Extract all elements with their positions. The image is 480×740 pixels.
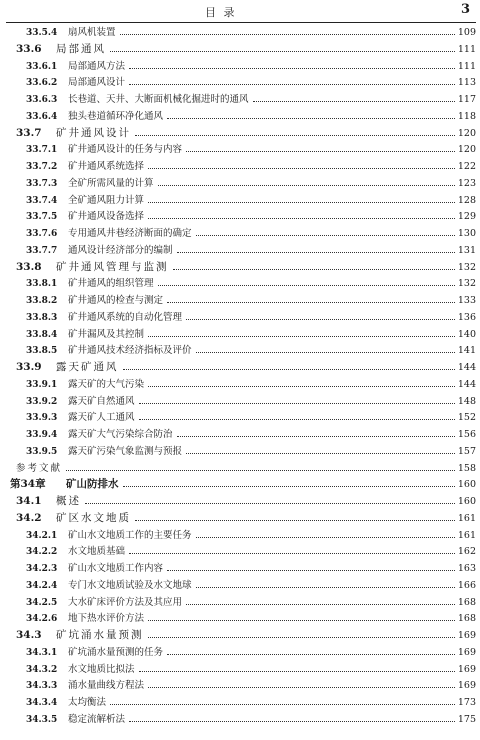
toc-entry-number: 33.5.4 xyxy=(26,28,58,38)
toc-entry-title: 露天矿大气污染综合防治 xyxy=(68,429,173,440)
toc-entry-page: 120 xyxy=(457,144,476,156)
toc-entry-title: 大水矿床评价方法及其应用 xyxy=(68,596,183,608)
toc-entry[interactable] xyxy=(26,158,476,176)
toc-entry-title: 矿井通风技术经济指标及评价 xyxy=(68,345,192,357)
toc-entry[interactable] xyxy=(26,677,476,695)
toc-entry-number: 34.2.6 xyxy=(26,614,58,625)
toc-entry-page: 152 xyxy=(457,412,476,424)
toc-entry-page: 161 xyxy=(457,512,476,524)
toc-entry-title: 矿井漏风及其控制 xyxy=(68,328,145,340)
toc-entry-page: 132 xyxy=(457,278,476,290)
toc-entry-title: 矿坑涌水量预测的任务 xyxy=(68,646,164,658)
toc-entry[interactable] xyxy=(26,175,476,193)
toc-entry[interactable] xyxy=(16,41,476,59)
toc-entry[interactable] xyxy=(26,443,476,461)
toc-entry[interactable] xyxy=(26,393,476,411)
dot-leader xyxy=(85,503,455,504)
toc-entry-number: 33.7.4 xyxy=(26,195,58,206)
toc-entry[interactable] xyxy=(26,610,476,628)
toc-entry[interactable] xyxy=(16,125,476,143)
toc-entry-title: 概述 xyxy=(56,495,81,507)
toc-entry-title: 矿井通风设备选择 xyxy=(68,211,145,223)
dot-leader xyxy=(129,721,455,722)
toc-entry-number: 34.2.3 xyxy=(26,564,58,574)
toc-entry[interactable] xyxy=(26,192,476,210)
toc-entry[interactable] xyxy=(16,493,476,511)
toc-entry-number: 33.9.4 xyxy=(26,430,58,440)
toc-entry[interactable] xyxy=(16,259,476,277)
dot-leader xyxy=(167,654,455,655)
toc-entry-title: 参考文献 xyxy=(16,462,63,474)
header-rule xyxy=(6,22,476,23)
toc-entry-number: 34.2 xyxy=(16,511,42,524)
dot-leader xyxy=(129,553,455,554)
toc-entry-page: 160 xyxy=(457,496,476,507)
toc-entry-number: 33.8.2 xyxy=(26,296,58,306)
toc-entry-title: 露天矿自然通风 xyxy=(68,395,135,407)
toc-entry-number: 33.7.3 xyxy=(26,178,58,189)
dot-leader xyxy=(110,704,455,705)
dot-leader xyxy=(120,34,455,35)
toc-entry-number: 33.9.2 xyxy=(26,396,58,407)
toc-entry[interactable] xyxy=(26,74,476,92)
toc-entry-number: 33.9.5 xyxy=(26,446,58,457)
toc-entry-title: 矿坑涌水量预测 xyxy=(56,629,144,641)
toc-entry[interactable] xyxy=(26,58,476,76)
toc-entry-title: 局部通风 xyxy=(56,42,106,55)
toc-entry[interactable] xyxy=(26,426,476,444)
toc-entry[interactable] xyxy=(26,644,476,662)
dot-leader xyxy=(196,587,455,588)
toc-entry-number: 34.2.2 xyxy=(26,547,58,558)
toc-entry[interactable] xyxy=(26,661,476,679)
toc-entry-page: 144 xyxy=(457,378,476,390)
toc-entry-number: 33.7.5 xyxy=(26,212,58,223)
dot-leader xyxy=(139,403,455,404)
toc-entry-title: 专用通风井巷经济断面的确定 xyxy=(68,228,192,239)
toc-entry-title: 通风设计经济部分的编制 xyxy=(68,244,173,256)
toc-entry-title: 矿区水文地质 xyxy=(56,511,131,524)
toc-entry-page: 169 xyxy=(457,680,476,692)
toc-entry[interactable] xyxy=(26,527,476,545)
toc-entry-number: 33.8.1 xyxy=(26,279,58,290)
toc-entry-page: 144 xyxy=(457,362,476,373)
toc-entry-page: 109 xyxy=(457,27,476,38)
dot-leader xyxy=(66,470,455,471)
toc-entry-page: 169 xyxy=(457,663,476,675)
toc-entry-number: 33.7.2 xyxy=(26,162,58,172)
toc-entry-number: 33.9.3 xyxy=(26,413,58,424)
dot-leader xyxy=(186,319,455,320)
toc-entry-number: 34.3.2 xyxy=(26,664,58,675)
toc-entry-number: 33.7.1 xyxy=(26,145,58,156)
toc-entry-page: 129 xyxy=(457,211,476,223)
toc-entry-number: 33.6.2 xyxy=(26,78,58,89)
toc-entry-page: 168 xyxy=(457,613,476,625)
toc-entry-number: 第34章 xyxy=(10,478,46,491)
dot-leader xyxy=(158,285,455,286)
toc-entry-page: 120 xyxy=(457,127,476,139)
toc-entry-page: 113 xyxy=(457,77,476,89)
dot-leader xyxy=(186,453,455,454)
toc-entry-page: 156 xyxy=(457,429,476,440)
toc-entry-title: 矿井通风设计的任务与内容 xyxy=(68,144,183,156)
toc-entry-title: 矿井通风的组织管理 xyxy=(68,278,154,290)
dot-leader xyxy=(167,118,455,119)
toc-entry-title: 独头巷道循环净化通风 xyxy=(68,110,164,122)
dot-leader xyxy=(123,369,455,370)
toc-entry-title: 矿井通风系统选择 xyxy=(68,161,145,172)
toc-entry-number: 33.6.3 xyxy=(26,95,58,105)
toc-entry-page: 166 xyxy=(457,579,476,591)
toc-entry-number: 33.6 xyxy=(16,42,42,55)
toc-entry-page: 111 xyxy=(457,60,476,72)
toc-entry[interactable] xyxy=(26,309,476,327)
toc-entry[interactable] xyxy=(26,326,476,344)
toc-entry-title: 专门水文地质试验及水文地球 xyxy=(68,579,192,591)
toc-entry[interactable] xyxy=(26,275,476,293)
toc-entry-page: 169 xyxy=(457,630,476,641)
toc-entry-page: 169 xyxy=(457,646,476,658)
dot-leader xyxy=(167,570,455,571)
dot-leader xyxy=(148,218,455,219)
dot-leader xyxy=(196,235,455,236)
toc-entry[interactable] xyxy=(16,510,476,528)
toc-entry-title: 露天矿通风 xyxy=(56,361,119,373)
dot-leader xyxy=(167,302,455,303)
dot-leader xyxy=(186,151,455,152)
dot-leader xyxy=(148,637,455,638)
toc-entry-number: 34.3.4 xyxy=(26,698,58,708)
toc-entry[interactable] xyxy=(26,711,476,729)
toc-entry-title: 露天矿污染气象监测与预报 xyxy=(68,445,183,457)
toc-entry-page: 122 xyxy=(457,161,476,172)
toc-entry[interactable] xyxy=(26,242,476,260)
toc-entry-number: 34.3 xyxy=(16,629,42,641)
toc-entry-page: 158 xyxy=(457,462,476,474)
toc-entry[interactable] xyxy=(16,359,476,377)
toc-entry-title: 矿井通风设计 xyxy=(56,126,131,139)
dot-leader xyxy=(158,185,455,186)
toc-entry-title: 扇风机装置 xyxy=(68,27,116,38)
dot-leader xyxy=(148,202,455,203)
toc-entry-page: 133 xyxy=(457,295,476,306)
toc-entry-page: 117 xyxy=(457,94,476,105)
dot-leader xyxy=(129,68,455,69)
toc-entry-number: 33.9 xyxy=(16,361,42,373)
toc-entry-number: 34.2.4 xyxy=(26,580,58,591)
toc-entry-number: 34.2.1 xyxy=(26,530,58,541)
toc-entry-title: 矿井通风系统的自动化管理 xyxy=(68,311,183,323)
toc-entry-page: 123 xyxy=(457,177,476,189)
toc-entry[interactable] xyxy=(10,476,476,494)
toc-entry-title: 局部通风方法 xyxy=(68,60,126,72)
toc-entry[interactable] xyxy=(26,376,476,394)
toc-entry-page: 141 xyxy=(457,345,476,357)
toc-entry-title: 矿山水文地质工作的主要任务 xyxy=(68,529,192,541)
dot-leader xyxy=(186,604,455,605)
toc-entry-number: 33.7 xyxy=(16,126,42,139)
toc-entry-page: 161 xyxy=(457,529,476,541)
dot-leader xyxy=(148,168,455,169)
toc-entry-title: 局部通风设计 xyxy=(68,77,126,89)
page-header xyxy=(0,0,480,22)
toc-entry-page: 175 xyxy=(457,713,476,725)
toc-entry[interactable] xyxy=(26,292,476,310)
toc-entry-title: 矿山水文地质工作内容 xyxy=(68,563,164,574)
dot-leader xyxy=(253,101,455,102)
toc-entry-title: 全矿所需风量的计算 xyxy=(68,177,154,189)
toc-entry-title: 水文地质比拟法 xyxy=(68,663,135,675)
toc-entry-title: 太均衡法 xyxy=(68,697,107,708)
dot-leader xyxy=(177,252,455,253)
dot-leader xyxy=(129,84,455,85)
toc-entry[interactable] xyxy=(26,409,476,427)
toc-entry-page: 128 xyxy=(457,194,476,206)
toc-entry-page: 132 xyxy=(457,261,476,273)
toc-entry[interactable] xyxy=(26,594,476,612)
header-page-number: 3 xyxy=(460,2,470,17)
toc-entry-page: 163 xyxy=(457,563,476,574)
toc-entry-number: 33.9.1 xyxy=(26,379,58,390)
dot-leader xyxy=(135,520,455,521)
dot-leader xyxy=(173,269,455,270)
toc-entry[interactable] xyxy=(26,577,476,595)
dot-leader xyxy=(135,135,455,136)
toc-entry-title: 全矿通风阻力计算 xyxy=(68,194,145,206)
toc-entry[interactable] xyxy=(26,24,476,42)
dot-leader xyxy=(110,51,455,52)
dot-leader xyxy=(148,336,455,337)
toc-entry-number: 33.8.4 xyxy=(26,329,58,340)
toc-entry-page: 130 xyxy=(457,228,476,239)
dot-leader xyxy=(196,352,455,353)
toc-entry[interactable] xyxy=(26,108,476,126)
toc-entry-number: 34.2.5 xyxy=(26,597,58,608)
toc-entry-number: 33.6.1 xyxy=(26,61,58,72)
toc-entry-page: 148 xyxy=(457,395,476,407)
toc-entry[interactable] xyxy=(26,141,476,159)
toc-entry-page: 160 xyxy=(457,479,476,491)
toc-entry[interactable] xyxy=(26,694,476,712)
toc-entry-page: 136 xyxy=(457,311,476,323)
toc-entry-number: 33.8.5 xyxy=(26,346,58,357)
dot-leader xyxy=(148,386,455,387)
toc-entry-number: 34.3.1 xyxy=(26,647,58,658)
toc-entry[interactable] xyxy=(16,460,476,478)
toc-entry-title: 露天矿的大气污染 xyxy=(68,378,145,390)
toc-entry-number: 33.8 xyxy=(16,260,42,273)
toc-entry-number: 34.3.5 xyxy=(26,714,58,725)
toc-entry[interactable] xyxy=(26,560,476,578)
dot-leader xyxy=(177,436,455,437)
toc-entry-title: 矿井通风管理与监测 xyxy=(56,260,169,273)
toc-entry[interactable] xyxy=(26,543,476,561)
toc-entry[interactable] xyxy=(16,627,476,645)
toc-entry-title: 长巷道、天井、大断面机械化掘进时的通风 xyxy=(68,94,249,105)
toc-entry-page: 111 xyxy=(457,43,476,55)
toc-entry-page: 157 xyxy=(457,445,476,457)
toc-entry-number: 33.6.4 xyxy=(26,111,58,122)
toc-entry-title: 涌水量曲线方程法 xyxy=(68,680,145,692)
toc-entry-number: 33.7.6 xyxy=(26,229,58,239)
dot-leader xyxy=(148,687,455,688)
toc-entry-page: 173 xyxy=(457,697,476,708)
toc-entry-title: 露天矿人工通风 xyxy=(68,412,135,424)
dot-leader xyxy=(139,671,455,672)
toc-entry[interactable] xyxy=(26,208,476,226)
dot-leader xyxy=(148,620,455,621)
toc-entry-number: 33.8.3 xyxy=(26,312,58,323)
toc-entry-page: 162 xyxy=(457,546,476,558)
toc-entry-title: 矿山防排水 xyxy=(66,478,119,491)
toc-entry-title: 稳定流解析法 xyxy=(68,713,126,725)
header-title: 目 录 xyxy=(205,6,237,19)
toc-entry[interactable] xyxy=(26,342,476,360)
toc-entry-number: 33.7.7 xyxy=(26,245,58,256)
toc-entry-page: 131 xyxy=(457,244,476,256)
toc-entry-title: 水文地质基础 xyxy=(68,546,126,558)
toc-entry-number: 34.3.3 xyxy=(26,681,58,692)
toc-entry-title: 矿井通风的检查与测定 xyxy=(68,295,164,306)
dot-leader xyxy=(139,419,455,420)
toc-entry-page: 118 xyxy=(457,110,476,122)
toc-entry-number: 34.1 xyxy=(16,495,42,507)
toc-entry[interactable] xyxy=(26,225,476,243)
toc-entry[interactable] xyxy=(26,91,476,109)
toc-entry-title: 地下热水评价方法 xyxy=(68,613,145,625)
dot-leader xyxy=(123,486,455,487)
dot-leader xyxy=(196,537,455,538)
toc-entry-page: 168 xyxy=(457,596,476,608)
toc-entry-page: 140 xyxy=(457,328,476,340)
